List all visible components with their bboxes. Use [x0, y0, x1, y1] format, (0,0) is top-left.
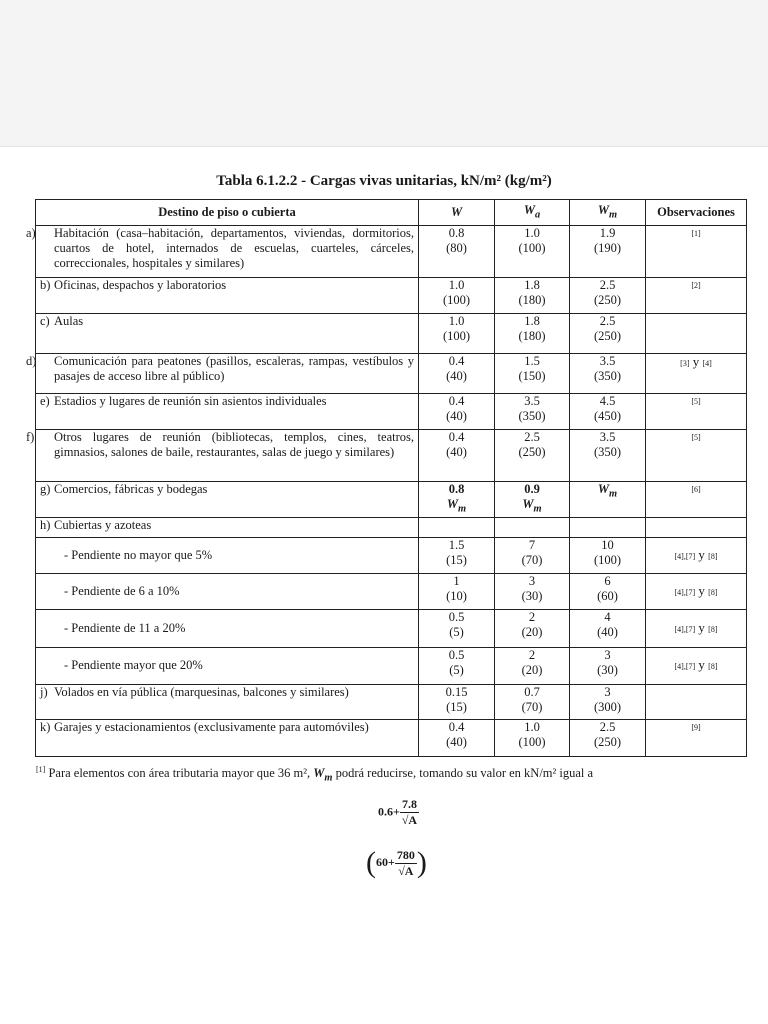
cell-wm	[570, 278, 646, 314]
value-kn: 1.0	[524, 226, 540, 240]
value-kn: 0.8	[448, 226, 465, 240]
cell-w	[419, 684, 495, 719]
cell-w	[419, 430, 495, 482]
live-loads-table	[26, 199, 747, 757]
value-kn: 0.7	[524, 684, 540, 699]
cell-obs	[646, 537, 747, 573]
value-kg: (5)	[449, 624, 464, 639]
row-text: Cubiertas y azoteas	[54, 517, 152, 532]
note-conj: y	[695, 619, 709, 635]
footnote-mark: [1]	[36, 765, 46, 774]
formula-kn	[378, 797, 419, 828]
cell-wm	[570, 647, 646, 684]
value-kg: (450)	[593, 409, 622, 423]
cell-w	[419, 278, 495, 314]
value-coef: 0.8	[448, 482, 465, 496]
note-ref: [3]	[680, 359, 690, 368]
note-sep: ,	[683, 551, 686, 561]
formula-numerator: 7.8	[400, 797, 419, 813]
cell-wa	[495, 314, 570, 354]
value-kg: (40)	[446, 445, 467, 459]
value-kg: (150)	[518, 369, 546, 383]
cell-obs: [9]	[646, 719, 747, 756]
value-kn: 4	[604, 609, 611, 624]
page-edge	[0, 146, 768, 147]
header-row	[36, 200, 747, 226]
value-kn: 1	[453, 573, 460, 588]
value-kn: 1.0	[448, 278, 465, 292]
cell-wa	[495, 354, 570, 394]
row-text: Garajes y estacionamientos (exclusivamente para automóviles)	[54, 719, 369, 734]
formula-open-paren: (	[366, 846, 376, 879]
value-kg: (350)	[593, 369, 622, 383]
value-kg: (80)	[446, 241, 467, 255]
value-kg: (40)	[446, 409, 467, 423]
value-kn: 2.5	[524, 430, 540, 444]
row-destino	[26, 354, 419, 394]
cell-w	[419, 537, 495, 573]
value-kn: 2.5	[599, 278, 616, 292]
cell-obs	[646, 314, 747, 354]
value-kn: 6	[604, 573, 611, 588]
table-row	[36, 278, 747, 314]
cell-wa	[495, 537, 570, 573]
cell-obs: [5]	[646, 430, 747, 482]
table-row	[36, 394, 747, 430]
cell-wm	[570, 354, 646, 394]
value-kg: (100)	[442, 329, 471, 343]
value-kn: 0.4	[448, 719, 465, 734]
cell-wm	[570, 314, 646, 354]
value-kg: (100)	[518, 241, 546, 255]
cell-wa	[495, 482, 570, 518]
note-ref: [4]	[702, 359, 712, 368]
cell-wa	[495, 278, 570, 314]
value-kg: (180)	[518, 329, 546, 343]
note-sep: ,	[683, 662, 686, 671]
note-ref: [8]	[708, 551, 718, 561]
row-letter: e)	[40, 394, 50, 408]
value-kg: (350)	[518, 409, 546, 423]
value-kg: (250)	[518, 445, 546, 459]
cell-w	[419, 482, 495, 518]
row-destino	[36, 482, 419, 518]
value-kg: (40)	[446, 734, 467, 749]
value-kg: (100)	[442, 293, 471, 307]
note-ref: [7]	[685, 551, 696, 561]
header-observaciones: Observaciones	[646, 200, 747, 226]
row-destino	[36, 314, 419, 354]
value-kg: (5)	[449, 662, 464, 677]
symbol-w: W	[446, 497, 458, 511]
row-text: Habitación (casa–habitación, departamentos, viviendas, dormitorios, cuartos de hotel, internados de escuelas, cuarteles, cárceles, correccionales, hospitales y similares)	[54, 226, 414, 270]
cell-wa	[495, 609, 570, 647]
value-kn: 0.4	[448, 394, 465, 408]
formula-numerator: 780	[396, 847, 415, 862]
value-kn: 3.5	[599, 354, 616, 368]
value-kn: 1.0	[448, 314, 465, 328]
cell-empty	[495, 517, 570, 537]
value-kn: 4.5	[599, 394, 616, 408]
value-kg: (350)	[593, 445, 622, 459]
note-ref: [8]	[708, 662, 718, 671]
row-letter: k)	[40, 719, 51, 734]
table-row	[36, 482, 747, 518]
cell-wm	[570, 573, 646, 609]
value-kn: 3.5	[524, 394, 540, 408]
cell-obs	[646, 647, 747, 684]
row-destino	[26, 226, 419, 278]
value-kn: 1.8	[524, 278, 540, 292]
value-kn: 2	[528, 647, 536, 662]
header-destino: Destino de piso o cubierta	[36, 200, 419, 226]
row-destino: - Pendiente de 6 a 10%	[36, 573, 419, 609]
value-expr	[574, 482, 641, 502]
table-row	[36, 684, 747, 719]
table-row	[36, 314, 747, 354]
value-kn: 0.5	[448, 609, 465, 624]
row-text: Otros lugares de reunión (bibliotecas, templos, cines, teatros, gimnasios, salones de baile, restaurantes, salas de juego y similares)	[54, 430, 414, 459]
row-text: Comercios, fábricas y bodegas	[54, 482, 208, 496]
formula-kg	[366, 846, 427, 880]
header-w-label: W	[450, 205, 463, 219]
note-ref: [4]	[674, 587, 684, 597]
value-kg: (60)	[597, 588, 618, 603]
header-wa-sub: a	[534, 209, 541, 221]
cell-w	[419, 226, 495, 278]
value-kg: (30)	[597, 662, 618, 677]
cell-w	[419, 394, 495, 430]
cell-wa	[495, 573, 570, 609]
value-kg: (250)	[593, 329, 622, 343]
value-kg: (40)	[446, 369, 467, 383]
row-destino	[36, 517, 419, 537]
cell-obs: [1]	[646, 226, 747, 278]
cell-wm	[570, 482, 646, 518]
cell-w	[419, 354, 495, 394]
value-kg: (20)	[521, 624, 543, 639]
value-kn: 1.5	[448, 537, 465, 552]
note-ref: [4]	[674, 662, 684, 671]
note-ref: [4]	[674, 624, 684, 634]
row-destino: - Pendiente no mayor que 5%	[36, 537, 419, 573]
value-kg: (30)	[521, 588, 543, 603]
value-kg: (70)	[521, 699, 543, 714]
table-row	[36, 719, 747, 756]
value-kn: 7	[528, 537, 536, 552]
cell-obs	[646, 684, 747, 719]
cell-wm	[570, 537, 646, 573]
row-destino	[26, 430, 419, 482]
row-letter: b)	[40, 278, 51, 292]
footnote-text-a: Para elementos con área tributaria mayor que 36 m²,	[45, 766, 314, 780]
note-ref: [7]	[685, 662, 696, 671]
row-text: Volados en vía pública (marquesinas, balcones y similares)	[54, 684, 349, 699]
symbol-sub: m	[609, 488, 618, 500]
value-kg: (100)	[518, 734, 546, 749]
row-letter: h)	[40, 517, 51, 532]
cell-wa	[495, 430, 570, 482]
cell-w	[419, 573, 495, 609]
cell-wa	[495, 719, 570, 756]
note-ref: [8]	[708, 587, 718, 597]
row-letter: a)	[26, 226, 36, 240]
row-letter: c)	[40, 314, 50, 328]
cell-empty	[419, 517, 495, 537]
row-letter: f)	[26, 430, 35, 444]
cell-wa	[495, 647, 570, 684]
formula-fraction	[400, 797, 419, 828]
formula-prefix: 60+	[376, 854, 395, 869]
row-letter: d)	[26, 354, 37, 368]
symbol-sub: m	[533, 503, 542, 515]
footnote-symbol-sub: m	[324, 772, 333, 784]
value-kg: (100)	[593, 552, 622, 567]
table-row	[36, 537, 747, 573]
value-kg: (15)	[446, 552, 467, 567]
row-destino: - Pendiente de 11 a 20%	[36, 609, 419, 647]
value-kg: (300)	[593, 699, 622, 714]
cell-obs	[646, 609, 747, 647]
value-kn: 3	[604, 684, 611, 699]
row-destino	[36, 278, 419, 314]
header-w	[419, 200, 495, 226]
value-kn: 0.5	[448, 647, 465, 662]
footnote-text-b: podrá reducirse, tomando su valor en kN/m² igual a	[332, 766, 594, 780]
cell-wa	[495, 226, 570, 278]
cell-wm	[570, 394, 646, 430]
value-kn: 2.5	[599, 719, 616, 734]
note-conj: y	[695, 582, 709, 598]
row-destino: - Pendiente mayor que 20%	[36, 647, 419, 684]
formula-prefix: 0.6+	[378, 804, 400, 819]
cell-obs	[646, 354, 747, 394]
value-kg: (15)	[446, 699, 467, 714]
formula-close-paren: )	[416, 846, 427, 879]
value-expr	[423, 482, 490, 517]
table-row	[36, 226, 747, 278]
value-kn: 3	[604, 647, 611, 662]
value-kn: 0.4	[448, 430, 465, 444]
value-kn: 2.5	[599, 314, 616, 328]
row-letter: j)	[40, 684, 48, 699]
cell-wa	[495, 684, 570, 719]
table-row	[36, 517, 747, 537]
value-kg: (10)	[446, 588, 467, 603]
row-destino	[36, 684, 419, 719]
value-kn: 3.5	[599, 430, 616, 444]
cell-w	[419, 719, 495, 756]
cell-empty	[570, 517, 646, 537]
note-conj: y	[695, 546, 709, 562]
formula-fraction	[395, 848, 417, 879]
formula-denominator: √A	[398, 863, 414, 878]
row-letter: g)	[40, 482, 51, 496]
cell-empty	[646, 517, 747, 537]
cell-w	[419, 609, 495, 647]
cell-wa	[495, 394, 570, 430]
value-kn: 10	[601, 537, 614, 552]
row-destino	[36, 394, 419, 430]
cell-wm	[570, 430, 646, 482]
table-title: Tabla 6.1.2.2 - Cargas vivas unitarias, kN/m² (kg/m²)	[216, 173, 552, 189]
value-kn: 1.8	[524, 314, 540, 328]
formula-denominator: √A	[401, 813, 418, 827]
value-kn: 2	[528, 609, 536, 624]
value-coef: 0.9	[524, 482, 540, 496]
header-wa-base: W	[523, 202, 535, 217]
top-margin	[0, 0, 768, 146]
row-text: Estadios y lugares de reunión sin asientos individuales	[54, 394, 327, 408]
row-destino	[36, 719, 419, 756]
value-kg: (250)	[593, 293, 622, 307]
value-kg: (70)	[521, 552, 543, 567]
row-text: Aulas	[54, 314, 84, 328]
table-row	[36, 354, 747, 394]
cell-wm	[570, 684, 646, 719]
note-conj: y	[689, 354, 703, 369]
value-expr	[499, 482, 565, 517]
value-kg: (190)	[593, 241, 622, 255]
cell-w	[419, 647, 495, 684]
note-sep: ,	[683, 587, 686, 597]
footnote-symbol: W	[313, 766, 325, 780]
value-kg: (20)	[521, 662, 543, 677]
value-kn: 1.9	[599, 226, 616, 240]
cell-wm	[570, 719, 646, 756]
header-wa	[495, 200, 570, 226]
footnote	[36, 765, 593, 784]
table-row	[36, 609, 747, 647]
header-wm-sub: m	[609, 209, 618, 221]
cell-wm	[570, 226, 646, 278]
symbol-w: W	[597, 482, 609, 496]
row-text: Comunicación para peatones (pasillos, escaleras, rampas, vestíbulos y pasajes de acceso libre al público)	[54, 354, 414, 383]
note-ref: [4]	[674, 551, 684, 561]
note-ref: [8]	[708, 624, 718, 634]
table-row	[36, 573, 747, 609]
value-kn: 3	[528, 573, 536, 588]
cell-obs: [2]	[646, 278, 747, 314]
value-kn: 0.15	[445, 684, 468, 699]
note-ref: [7]	[685, 587, 696, 597]
value-kg: (180)	[518, 293, 546, 307]
note-sep: ,	[683, 624, 686, 634]
cell-wm	[570, 609, 646, 647]
symbol-w: W	[522, 497, 534, 511]
cell-w	[419, 314, 495, 354]
value-kn: 0.4	[448, 354, 465, 368]
symbol-sub: m	[458, 503, 467, 515]
cell-obs: [6]	[646, 482, 747, 518]
table-row	[36, 430, 747, 482]
value-kn: 1.5	[524, 354, 540, 368]
note-conj: y	[695, 657, 709, 672]
value-kg: (40)	[597, 624, 618, 639]
cell-obs	[646, 573, 747, 609]
table-row	[36, 647, 747, 684]
row-text: Oficinas, despachos y laboratorios	[54, 278, 227, 292]
header-wm	[570, 200, 646, 226]
cell-obs: [5]	[646, 394, 747, 430]
value-kg: (250)	[593, 734, 622, 749]
value-kn: 1.0	[524, 719, 540, 734]
note-ref: [7]	[685, 624, 696, 634]
header-wm-base: W	[597, 202, 609, 217]
